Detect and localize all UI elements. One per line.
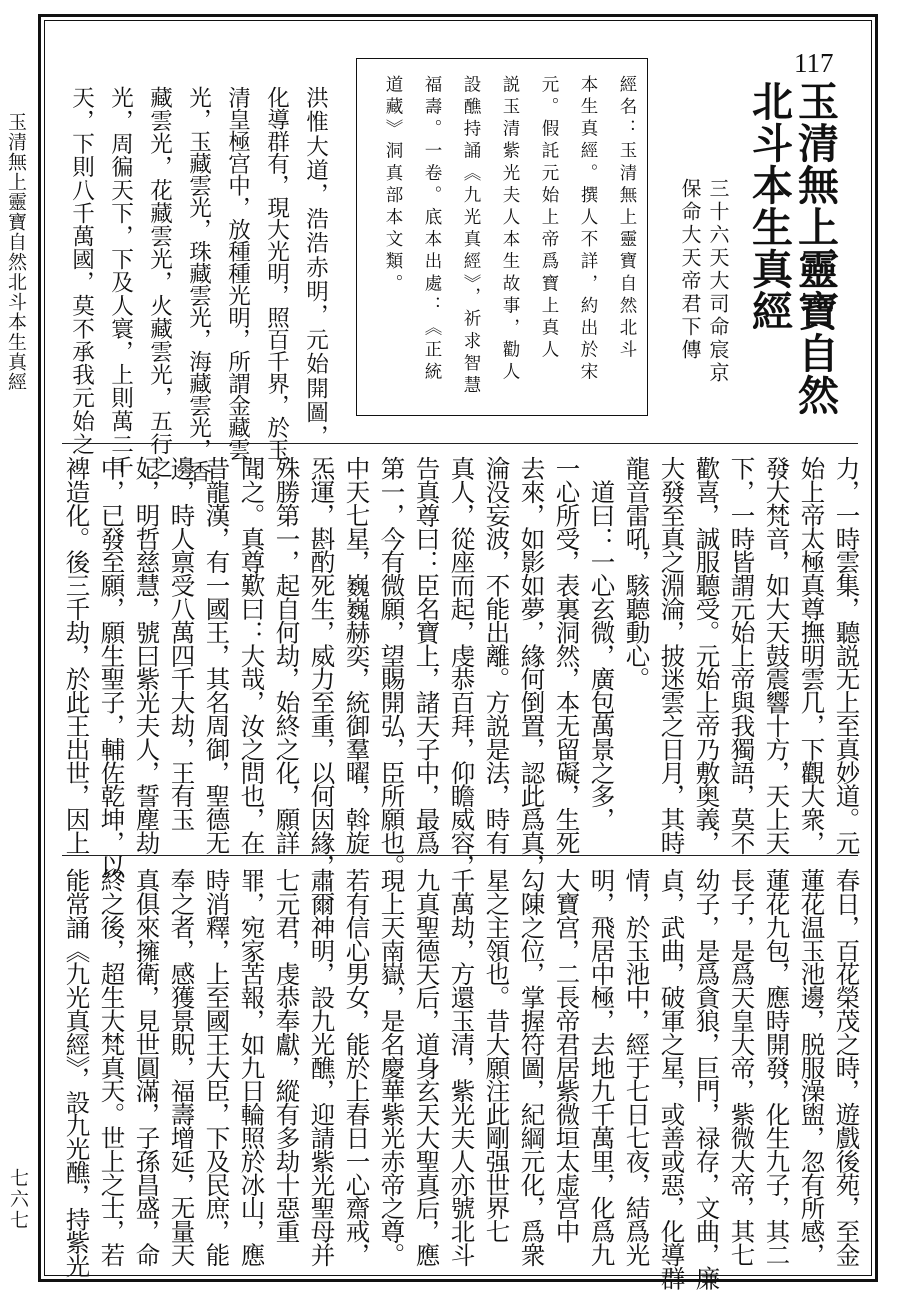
note-line: 福壽。一卷。底本出處：《正統: [422, 75, 442, 385]
text-column: 貞，武曲，破軍之星，或善或惡，化導群: [657, 868, 687, 1290]
text-column: 裨造化。後三千劫，於此王出世，因上: [62, 456, 92, 854]
text-column: 真俱來擁衛，見世圓滿，子孫昌盛，命: [132, 868, 162, 1266]
scripture-title-line-2: 北斗本生真經: [745, 80, 793, 332]
text-column: 清皇極宫中，放種種光明，所謂金藏雲: [224, 86, 251, 460]
text-column: 現上天南嶽，是名慶華紫光赤帝之尊。: [377, 868, 407, 1266]
editorial-note-box: [356, 58, 648, 416]
text-column: 能常誦《九光真經》，設九光醮，持紫光: [62, 868, 92, 1277]
text-column: 終之後，超生大梵真天。世上之士，若: [97, 868, 127, 1266]
text-column: 力，一時雲集，聽説无上至真妙道。元: [832, 456, 862, 854]
transmission-credit-line-2: 保命大天帝君下傳: [678, 178, 702, 362]
text-column: 始上帝太極真尊撫明雲几，下觀大衆，: [797, 456, 827, 854]
text-column: 昔龍漢，有一國王，其名周御，聖德无: [202, 456, 232, 854]
text-column: 時消釋，上至國王大臣，下及民庶，能: [202, 868, 232, 1266]
section-divider: [62, 443, 858, 444]
text-column: 淪没妄波，不能出離。方説是法，時有: [482, 456, 512, 854]
text-column: 第一，今有微願，望賜開弘，臣所願也。: [377, 456, 407, 878]
text-column: 七元君，虔恭奉獻，縱有多劫十惡重: [272, 868, 302, 1243]
running-title: 玉清無上靈寶自然北斗本生真經: [5, 112, 27, 392]
text-column: 殊勝第一，起自何劫，始終之化，願詳: [272, 456, 302, 854]
transmission-credit-line-1: 三十六天大司命宸京: [706, 178, 730, 385]
text-column: 奉之者，感獲景貺，福壽增延，无量天: [167, 868, 197, 1266]
text-column: 龍音雷吼，駭聽動心。: [622, 456, 652, 691]
text-column: 邊，時人禀受八萬四千大劫，王有玉: [167, 456, 197, 831]
text-column: 天，下則八千萬國，莫不承我元始之: [68, 86, 95, 456]
text-column: 蓮花温玉池邊，脱服澡盥，忽有所感，: [797, 868, 827, 1266]
text-column: 化導群有，現大光明，照百千界，於玉: [263, 86, 290, 460]
note-line: 經名：玉清無上靈寶自然北斗: [617, 75, 637, 363]
text-column: 大發至真之淵淪，披迷雲之日月，其時: [657, 456, 687, 854]
note-line: 元。假託元始上帝爲寶上真人: [539, 75, 559, 363]
text-column: 告真尊曰：臣名寶上，諸天子中，最爲: [412, 456, 442, 854]
text-column: 下，一時皆謂元始上帝與我獨語，莫不: [727, 456, 757, 854]
text-block-bottom: [62, 868, 864, 1290]
text-column: 歡喜，誠服聽受。元始上帝乃敷奥義，: [692, 456, 722, 854]
text-column: 勾陳之位，掌握符圖，紀綱元化，爲衆: [517, 868, 547, 1266]
text-column: 中，已發至願，願生聖子，輔佐乾坤，以: [97, 456, 127, 878]
note-line: 本生真經。撰人不詳，約出於宋: [578, 75, 598, 385]
text-column: 道曰：一心玄微，廣包萬景之多，: [587, 456, 617, 831]
page-number: 七六七: [7, 1168, 29, 1231]
text-column: 明，飛居中極，去地九千萬里，化爲九: [587, 868, 617, 1266]
text-column: 發大梵音，如大天鼓震響十方，天上天: [762, 456, 792, 854]
note-line: 説玉清紫光夫人本生故事，勸人: [500, 75, 520, 385]
text-column: 中天七星，巍巍赫奕，統御羣曜，斡旋: [342, 456, 372, 854]
scripture-title-line-1: 玉清無上靈寶自然: [791, 80, 839, 416]
text-column: 一心所受，表裏洞然，本无留礙，生死: [552, 456, 582, 854]
entry-number: 117: [794, 48, 834, 78]
text-column: 蓮花九包，應時開發，化生九子，其二: [762, 868, 792, 1266]
text-column: 炁運，斟酌死生，威力至重，以何因緣，: [307, 456, 337, 878]
text-column: 罪，宛家苦報，如九日輪照於冰山，應: [237, 868, 267, 1266]
text-column: 光，周徧天下，下及人寰，上則萬二千: [107, 86, 134, 479]
text-column: 聞之。真尊歎曰：大哉，汝之問也，在: [237, 456, 267, 854]
text-column: 洪惟大道，浩浩赤明，元始開圖，: [302, 86, 329, 449]
text-column: 幼子，是爲貪狼，巨門，禄存，文曲，廉: [692, 868, 722, 1290]
text-column: 春日，百花榮茂之時，遊戲後苑，至金: [832, 868, 862, 1266]
text-column: 若有信心男女，能於上春日一心齋戒，: [342, 868, 372, 1266]
text-column: 光，玉藏雲光，珠藏雲光，海藏雲光，香: [185, 86, 212, 482]
text-column: 肅爾神明，設九光醮，迎請紫光聖母并: [307, 868, 337, 1266]
text-column: 大寶宫，二長帝君居紫微垣太虚宫中: [552, 868, 582, 1243]
text-column: 千萬劫，方還玉清，紫光夫人亦號北斗: [447, 868, 477, 1266]
text-block-middle: [62, 456, 864, 878]
text-column: 妃，明哲慈慧，號曰紫光夫人，誓塵劫: [132, 456, 162, 854]
note-line: 道藏》洞真部本文類。: [383, 75, 403, 296]
note-line: 設醮持誦《九光真經》，祈求智慧: [461, 75, 481, 398]
text-column: 藏雲光，花藏雲光，火藏雲光，五行之: [146, 86, 173, 479]
text-column: 九真聖德天后，道身玄天大聖真后，應: [412, 868, 442, 1266]
text-column: 情，於玉池中，經于七日七夜，結爲光: [622, 868, 652, 1266]
text-column: 長子，是爲天皇大帝，紫微大帝，其七: [727, 868, 757, 1266]
text-column: 星之主領也。昔大願注此剛强世界七: [482, 868, 512, 1243]
text-column: 真人，從座而起，虔恭百拜，仰瞻威容，: [447, 456, 477, 878]
text-block-opening: [68, 86, 340, 482]
text-column: 去來，如影如夢，緣何倒置，認此爲真，: [517, 456, 547, 878]
